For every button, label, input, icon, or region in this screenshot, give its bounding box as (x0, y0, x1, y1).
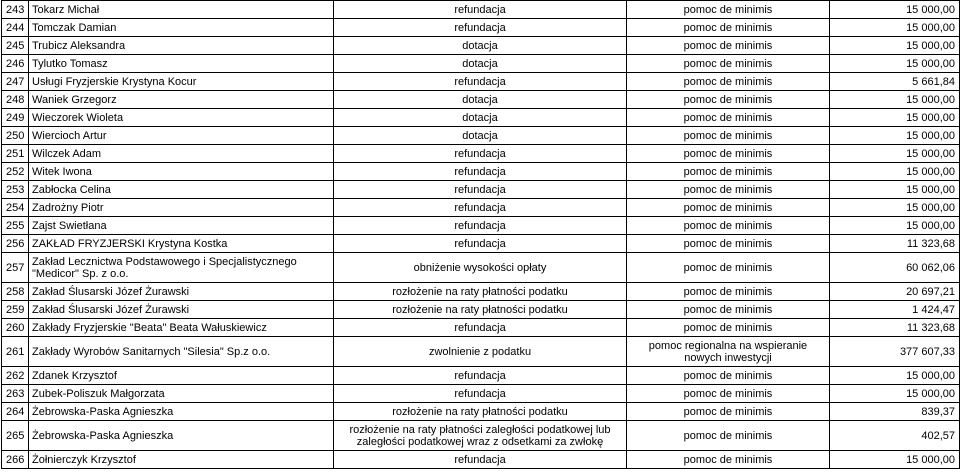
recipient-name: Wiercioch Artur (29, 127, 334, 145)
recipient-name: Usługi Fryzjerskie Krystyna Kocur (29, 73, 334, 91)
aid-form: rozłożenie na raty płatności podatku (334, 301, 627, 319)
aid-amount: 377 607,33 (830, 337, 960, 367)
aid-amount: 5 661,84 (830, 73, 960, 91)
aid-amount: 11 323,68 (830, 319, 960, 337)
aid-form: refundacja (334, 199, 627, 217)
row-number: 255 (2, 217, 29, 235)
table-row (2, 217, 960, 235)
row-number: 259 (2, 301, 29, 319)
aid-kind: pomoc de minimis (627, 181, 830, 199)
row-number: 262 (2, 367, 29, 385)
aid-amount: 15 000,00 (830, 19, 960, 37)
aid-form: rozłożenie na raty płatności podatku (334, 403, 627, 421)
recipient-name: Zakład Lecznictwa Podstawowego i Specjalistycznego "Medicor" Sp. z o.o. (29, 253, 334, 283)
table-row (2, 73, 960, 91)
aid-form: dotacja (334, 37, 627, 55)
aid-form: refundacja (334, 451, 627, 469)
recipient-name: Zdanek Krzysztof (29, 367, 334, 385)
aid-amount: 15 000,00 (830, 199, 960, 217)
recipient-name: Tylutko Tomasz (29, 55, 334, 73)
aid-kind: pomoc de minimis (627, 421, 830, 451)
aid-form: refundacja (334, 1, 627, 19)
aid-form: refundacja (334, 163, 627, 181)
aid-kind: pomoc de minimis (627, 145, 830, 163)
row-number: 257 (2, 253, 29, 283)
aid-amount: 15 000,00 (830, 91, 960, 109)
aid-kind: pomoc de minimis (627, 319, 830, 337)
table-row (2, 451, 960, 469)
aid-kind: pomoc de minimis (627, 217, 830, 235)
recipient-name: Wieczorek Wioleta (29, 109, 334, 127)
aid-amount: 15 000,00 (830, 367, 960, 385)
recipient-name: Żebrowska-Paska Agnieszka (29, 403, 334, 421)
aid-kind: pomoc de minimis (627, 91, 830, 109)
table-row (2, 421, 960, 451)
recipient-name: Waniek Grzegorz (29, 91, 334, 109)
recipient-name: Tomczak Damian (29, 19, 334, 37)
aid-form: refundacja (334, 217, 627, 235)
row-number: 251 (2, 145, 29, 163)
recipient-name: Trubicz Aleksandra (29, 37, 334, 55)
aid-form: dotacja (334, 91, 627, 109)
aid-amount: 15 000,00 (830, 55, 960, 73)
aid-amount: 402,57 (830, 421, 960, 451)
table-row (2, 91, 960, 109)
recipient-name: Zakłady Fryzjerskie "Beata" Beata Wałuskiewicz (29, 319, 334, 337)
aid-form: dotacja (334, 109, 627, 127)
row-number: 261 (2, 337, 29, 367)
table-row (2, 109, 960, 127)
aid-form: dotacja (334, 127, 627, 145)
row-number: 260 (2, 319, 29, 337)
aid-form: rozłożenie na raty płatności zaległości podatkowej lub zaległości podatkowej wraz z odsetkami za zwłokę (334, 421, 627, 451)
aid-amount: 15 000,00 (830, 163, 960, 181)
aid-form: dotacja (334, 55, 627, 73)
table-row (2, 145, 960, 163)
table-row (2, 181, 960, 199)
aid-form: refundacja (334, 19, 627, 37)
row-number: 249 (2, 109, 29, 127)
recipient-name: Zajst Swietłana (29, 217, 334, 235)
recipient-name: Zakład Ślusarski Józef Żurawski (29, 301, 334, 319)
aid-kind: pomoc de minimis (627, 253, 830, 283)
table-row (2, 1, 960, 19)
aid-form: obniżenie wysokości opłaty (334, 253, 627, 283)
aid-form: refundacja (334, 319, 627, 337)
aid-recipients-table (1, 0, 960, 469)
row-number: 243 (2, 1, 29, 19)
table-row (2, 403, 960, 421)
aid-kind: pomoc de minimis (627, 19, 830, 37)
table-row (2, 367, 960, 385)
row-number: 247 (2, 73, 29, 91)
aid-form: refundacja (334, 73, 627, 91)
aid-kind: pomoc de minimis (627, 73, 830, 91)
aid-kind: pomoc de minimis (627, 109, 830, 127)
recipient-name: Witek Iwona (29, 163, 334, 181)
aid-amount: 15 000,00 (830, 127, 960, 145)
recipient-name: Zubek-Poliszuk Małgorzata (29, 385, 334, 403)
aid-kind: pomoc de minimis (627, 403, 830, 421)
table-row (2, 199, 960, 217)
aid-amount: 15 000,00 (830, 181, 960, 199)
aid-kind: pomoc de minimis (627, 55, 830, 73)
aid-form: rozłożenie na raty płatności podatku (334, 283, 627, 301)
table-row (2, 163, 960, 181)
aid-kind: pomoc de minimis (627, 451, 830, 469)
row-number: 252 (2, 163, 29, 181)
aid-form: refundacja (334, 181, 627, 199)
aid-amount: 15 000,00 (830, 385, 960, 403)
row-number: 265 (2, 421, 29, 451)
recipient-name: ZAKŁAD FRYZJERSKI Krystyna Kostka (29, 235, 334, 253)
recipient-name: Żebrowska-Paska Agnieszka (29, 421, 334, 451)
row-number: 254 (2, 199, 29, 217)
row-number: 253 (2, 181, 29, 199)
aid-form: refundacja (334, 235, 627, 253)
aid-amount: 60 062,06 (830, 253, 960, 283)
table-row (2, 385, 960, 403)
aid-kind: pomoc de minimis (627, 1, 830, 19)
table-row (2, 235, 960, 253)
aid-kind: pomoc de minimis (627, 385, 830, 403)
aid-form: refundacja (334, 145, 627, 163)
recipient-name: Zabłocka Celina (29, 181, 334, 199)
table-row (2, 37, 960, 55)
table-row (2, 19, 960, 37)
aid-form: zwolnienie z podatku (334, 337, 627, 367)
aid-amount: 15 000,00 (830, 217, 960, 235)
table-row (2, 55, 960, 73)
row-number: 244 (2, 19, 29, 37)
aid-kind: pomoc de minimis (627, 163, 830, 181)
aid-amount: 20 697,21 (830, 283, 960, 301)
aid-amount: 15 000,00 (830, 37, 960, 55)
aid-form: refundacja (334, 367, 627, 385)
table-row (2, 319, 960, 337)
row-number: 256 (2, 235, 29, 253)
recipient-name: Zadrożny Piotr (29, 199, 334, 217)
aid-amount: 15 000,00 (830, 109, 960, 127)
aid-amount: 1 424,47 (830, 301, 960, 319)
aid-kind: pomoc de minimis (627, 301, 830, 319)
row-number: 264 (2, 403, 29, 421)
row-number: 258 (2, 283, 29, 301)
table-row (2, 253, 960, 283)
aid-amount: 839,37 (830, 403, 960, 421)
row-number: 250 (2, 127, 29, 145)
recipient-name: Żołnierczyk Krzysztof (29, 451, 334, 469)
aid-kind: pomoc de minimis (627, 235, 830, 253)
recipient-name: Tokarz Michał (29, 1, 334, 19)
recipient-name: Zakład Ślusarski Józef Żurawski (29, 283, 334, 301)
aid-kind: pomoc de minimis (627, 199, 830, 217)
table-row (2, 337, 960, 367)
aid-amount: 15 000,00 (830, 1, 960, 19)
aid-form: refundacja (334, 385, 627, 403)
row-number: 248 (2, 91, 29, 109)
aid-amount: 11 323,68 (830, 235, 960, 253)
table-row (2, 127, 960, 145)
row-number: 266 (2, 451, 29, 469)
aid-kind: pomoc de minimis (627, 127, 830, 145)
table-row (2, 283, 960, 301)
aid-kind: pomoc de minimis (627, 367, 830, 385)
aid-kind: pomoc de minimis (627, 37, 830, 55)
aid-kind: pomoc de minimis (627, 283, 830, 301)
table-row (2, 301, 960, 319)
recipient-name: Zakłady Wyrobów Sanitarnych "Silesia" Sp.z o.o. (29, 337, 334, 367)
row-number: 246 (2, 55, 29, 73)
aid-kind: pomoc regionalna na wspieranie nowych inwestycji (627, 337, 830, 367)
recipient-name: Wilczek Adam (29, 145, 334, 163)
aid-amount: 15 000,00 (830, 145, 960, 163)
row-number: 263 (2, 385, 29, 403)
row-number: 245 (2, 37, 29, 55)
aid-amount: 15 000,00 (830, 451, 960, 469)
